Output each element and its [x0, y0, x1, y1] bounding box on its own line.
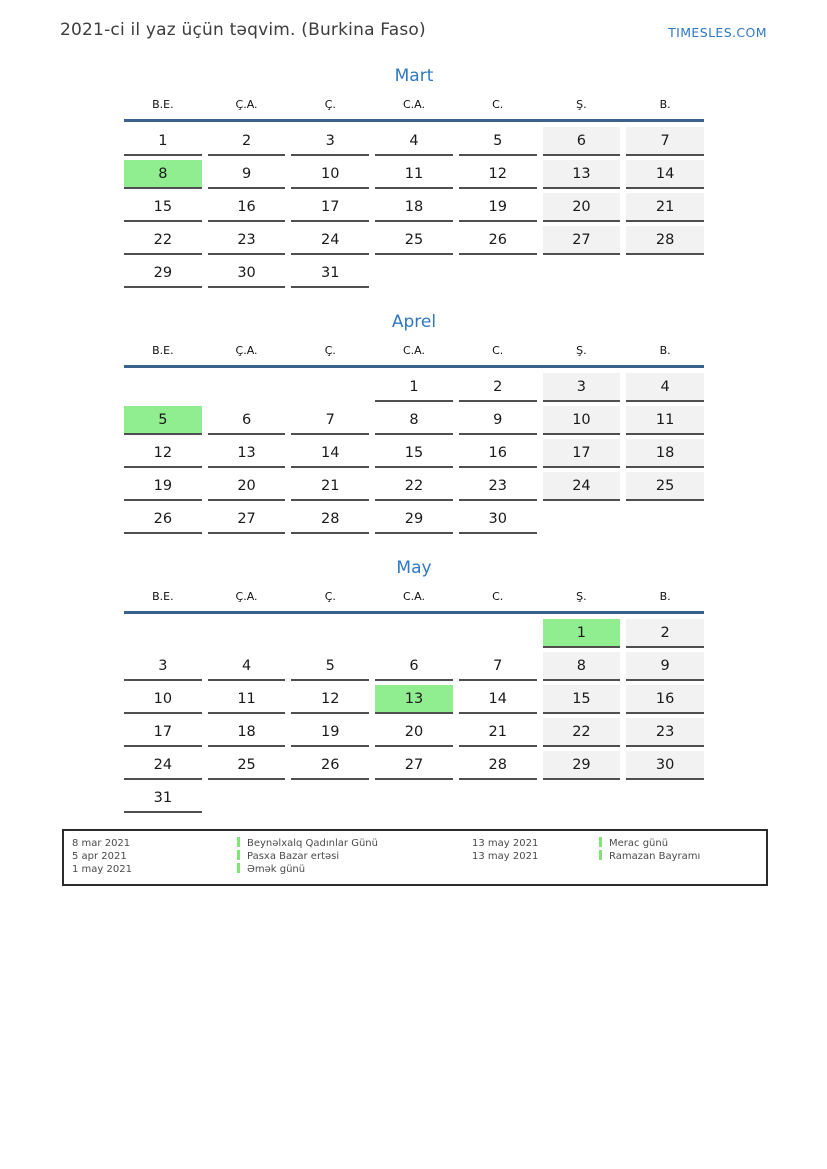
day-cell: 22: [375, 472, 453, 501]
day-cell: 2: [459, 373, 537, 402]
day-cell: 7: [626, 127, 704, 156]
legend-entry: [599, 863, 766, 876]
weekday-header: B.E.: [152, 344, 174, 357]
legend-entry: [599, 850, 766, 863]
day-cell-holiday: 8: [124, 160, 202, 189]
day-cell: 1: [375, 373, 453, 402]
empty-cell: [124, 373, 202, 402]
day-cell: 28: [626, 226, 704, 255]
legend-date: 8 mar 2021: [72, 838, 131, 849]
weekday-header: Ş.: [576, 344, 587, 357]
day-cell: 7: [459, 652, 537, 681]
day-cell: 21: [626, 193, 704, 222]
day-cell: 6: [543, 127, 621, 156]
day-cell: 5: [291, 652, 369, 681]
day-cell: 31: [124, 784, 202, 813]
day-cell: 19: [459, 193, 537, 222]
header-rule: [124, 119, 704, 122]
day-cell: 24: [291, 226, 369, 255]
day-cell: 31: [291, 259, 369, 288]
day-cell-holiday: 5: [124, 406, 202, 435]
page-header: [0, 0, 827, 40]
day-cell: 14: [626, 160, 704, 189]
weekday-header: Ç.: [324, 98, 336, 111]
day-cell: 4: [208, 652, 286, 681]
day-cell: 3: [291, 127, 369, 156]
legend-date: 13 may 2021: [472, 851, 539, 862]
day-cell: 19: [124, 472, 202, 501]
day-cell: 10: [543, 406, 621, 435]
day-cell: 14: [459, 685, 537, 714]
day-cell: 5: [459, 127, 537, 156]
day-cell: 15: [375, 439, 453, 468]
day-cell: 6: [375, 652, 453, 681]
day-cell: 17: [543, 439, 621, 468]
calendar-months: [124, 66, 704, 813]
day-cell: 30: [459, 505, 537, 534]
month-aprel: [124, 312, 704, 534]
legend: [62, 829, 768, 886]
holiday-color-bar-icon: [599, 850, 602, 860]
empty-cell: [291, 619, 369, 648]
day-cell: 17: [291, 193, 369, 222]
day-cell: 20: [375, 718, 453, 747]
day-cell: 25: [375, 226, 453, 255]
day-cell: 22: [124, 226, 202, 255]
page-title: 2021-ci il yaz üçün təqvim. (Burkina Faso): [60, 20, 426, 40]
day-cell: 26: [124, 505, 202, 534]
day-cell: 15: [543, 685, 621, 714]
day-cell: 9: [459, 406, 537, 435]
day-cell: 2: [208, 127, 286, 156]
legend-holiday-name: Beynəlxalq Qadınlar Günü: [247, 838, 378, 849]
legend-grid: [64, 831, 766, 884]
day-cell: 30: [626, 751, 704, 780]
legend-entry: [237, 850, 472, 863]
day-cell: 16: [459, 439, 537, 468]
day-cell: 3: [543, 373, 621, 402]
empty-cell: [291, 373, 369, 402]
day-cell: 27: [208, 505, 286, 534]
weekday-header: Ç.: [324, 590, 336, 603]
day-cell: 11: [626, 406, 704, 435]
weekday-header: B.: [659, 590, 671, 603]
weekday-header: Ç.A.: [235, 590, 258, 603]
weekday-header: C.: [492, 98, 504, 111]
day-cell: 12: [459, 160, 537, 189]
empty-cell: [124, 619, 202, 648]
day-cell: 25: [626, 472, 704, 501]
day-cell: 4: [375, 127, 453, 156]
empty-cell: [208, 373, 286, 402]
day-cell: 29: [543, 751, 621, 780]
day-cell: 28: [291, 505, 369, 534]
legend-date: [472, 863, 599, 876]
weekday-header: B.: [659, 344, 671, 357]
day-cell: 10: [291, 160, 369, 189]
weekday-header: B.: [659, 98, 671, 111]
legend-date: 5 apr 2021: [72, 851, 127, 862]
weekday-header: Ş.: [576, 590, 587, 603]
holiday-color-bar-icon: [237, 863, 240, 873]
day-cell: 11: [375, 160, 453, 189]
day-cell: 4: [626, 373, 704, 402]
weekday-header: Ç.: [324, 344, 336, 357]
day-cell: 29: [124, 259, 202, 288]
weekday-header: Ş.: [576, 98, 587, 111]
legend-date: 1 may 2021: [72, 864, 132, 875]
day-cell: 9: [208, 160, 286, 189]
header-rule: [124, 611, 704, 614]
legend-holiday-name: Pasxa Bazar ertəsi: [247, 851, 340, 862]
day-cell: 7: [291, 406, 369, 435]
day-cell: 12: [124, 439, 202, 468]
day-cell: 20: [543, 193, 621, 222]
day-cell: 19: [291, 718, 369, 747]
day-cell: 24: [124, 751, 202, 780]
legend-entry: [599, 837, 766, 850]
day-cell: 15: [124, 193, 202, 222]
day-cell: 24: [543, 472, 621, 501]
weekday-header: C.: [492, 590, 504, 603]
legend-entry: [237, 837, 472, 850]
weekday-header: C.: [492, 344, 504, 357]
legend-holiday-name: Merac günü: [609, 838, 669, 849]
day-cell: 14: [291, 439, 369, 468]
day-cell: 12: [291, 685, 369, 714]
day-cell: 30: [208, 259, 286, 288]
month-title: Mart: [394, 66, 434, 86]
month-mart: [124, 66, 704, 288]
day-cell: 28: [459, 751, 537, 780]
site-link[interactable]: TIMESLES.COM: [668, 25, 767, 40]
month-grid: [124, 344, 704, 534]
weekday-header: C.A.: [402, 344, 425, 357]
day-cell: 23: [208, 226, 286, 255]
empty-cell: [459, 619, 537, 648]
day-cell: 8: [543, 652, 621, 681]
day-cell: 23: [459, 472, 537, 501]
day-cell: 22: [543, 718, 621, 747]
day-cell: 20: [208, 472, 286, 501]
legend-holiday-name: Əmək günü: [247, 864, 306, 875]
month-may: [124, 558, 704, 813]
header-rule: [124, 365, 704, 368]
day-cell-holiday: 13: [375, 685, 453, 714]
empty-cell: [375, 619, 453, 648]
legend-holiday-name: Ramazan Bayramı: [609, 851, 701, 862]
holiday-color-bar-icon: [237, 837, 240, 847]
legend-entry: [237, 863, 472, 876]
day-cell: 9: [626, 652, 704, 681]
day-cell: 27: [375, 751, 453, 780]
day-cell: 13: [543, 160, 621, 189]
month-grid: [124, 98, 704, 288]
day-cell: 1: [124, 127, 202, 156]
day-cell: 13: [208, 439, 286, 468]
day-cell: 8: [375, 406, 453, 435]
weekday-header: C.A.: [402, 98, 425, 111]
day-cell: 26: [459, 226, 537, 255]
day-cell: 2: [626, 619, 704, 648]
day-cell: 23: [626, 718, 704, 747]
day-cell: 27: [543, 226, 621, 255]
weekday-header: Ç.A.: [235, 344, 258, 357]
holiday-color-bar-icon: [599, 837, 602, 847]
day-cell: 29: [375, 505, 453, 534]
day-cell: 10: [124, 685, 202, 714]
holiday-color-bar-icon: [237, 850, 240, 860]
day-cell: 25: [208, 751, 286, 780]
day-cell: 21: [459, 718, 537, 747]
day-cell: 17: [124, 718, 202, 747]
day-cell: 18: [208, 718, 286, 747]
day-cell: 16: [626, 685, 704, 714]
month-grid: [124, 590, 704, 813]
day-cell-holiday: 1: [543, 619, 621, 648]
day-cell: 16: [208, 193, 286, 222]
day-cell: 11: [208, 685, 286, 714]
weekday-header: C.A.: [402, 590, 425, 603]
weekday-header: B.E.: [152, 590, 174, 603]
day-cell: 6: [208, 406, 286, 435]
empty-cell: [208, 619, 286, 648]
weekday-header: Ç.A.: [235, 98, 258, 111]
month-title: Aprel: [391, 312, 437, 332]
month-title: May: [396, 558, 432, 578]
day-cell: 3: [124, 652, 202, 681]
day-cell: 26: [291, 751, 369, 780]
legend-date: 13 may 2021: [472, 838, 539, 849]
day-cell: 18: [626, 439, 704, 468]
day-cell: 18: [375, 193, 453, 222]
day-cell: 21: [291, 472, 369, 501]
weekday-header: B.E.: [152, 98, 174, 111]
